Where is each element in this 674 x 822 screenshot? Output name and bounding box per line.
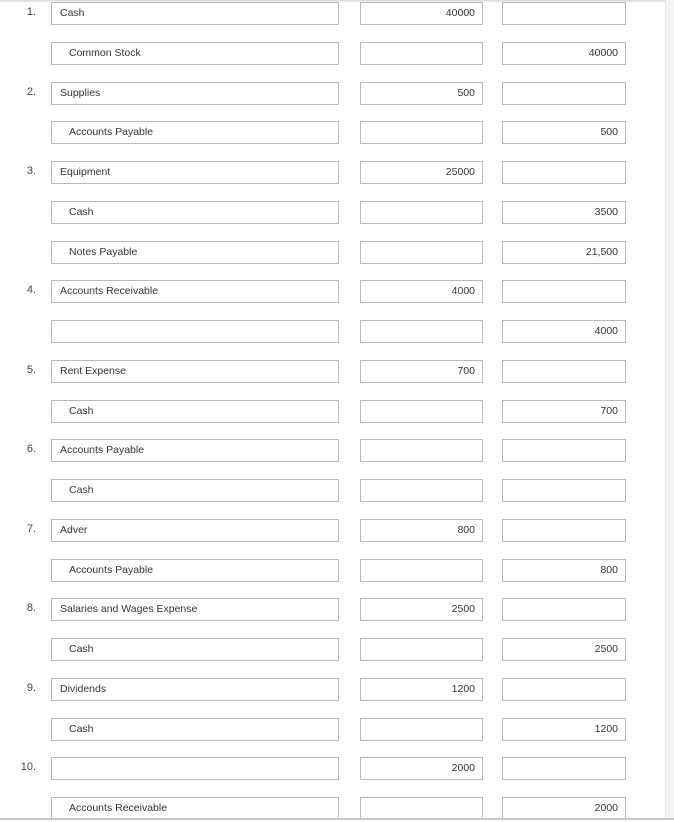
account-title-input[interactable]: Accounts Receivable xyxy=(51,797,339,820)
entry-number: 5. xyxy=(26,364,36,376)
journal-line xyxy=(0,121,666,146)
account-title-input[interactable]: Cash xyxy=(51,400,339,423)
debit-amount-input[interactable]: 700 xyxy=(360,360,483,383)
credit-amount-input[interactable] xyxy=(502,161,626,184)
debit-amount-input[interactable]: 40000 xyxy=(360,2,483,25)
credit-amount-input[interactable]: 4000 xyxy=(502,320,626,343)
entry-number: 9. xyxy=(26,682,36,694)
journal-line xyxy=(0,201,666,226)
journal-line xyxy=(0,360,666,385)
debit-amount-input[interactable] xyxy=(360,479,483,502)
account-title-input[interactable]: Rent Expense xyxy=(51,360,339,383)
journal-line xyxy=(0,718,666,743)
entry-number: 7. xyxy=(26,523,36,535)
journal-line xyxy=(0,439,666,464)
debit-amount-input[interactable]: 2500 xyxy=(360,598,483,621)
credit-amount-input[interactable] xyxy=(502,678,626,701)
account-title-input[interactable]: Accounts Payable xyxy=(51,439,339,462)
journal-line xyxy=(0,638,666,663)
journal-line xyxy=(0,757,666,782)
debit-amount-input[interactable] xyxy=(360,121,483,144)
entry-number: 8. xyxy=(26,602,36,614)
account-title-input[interactable]: Cash xyxy=(51,201,339,224)
journal-line xyxy=(0,519,666,544)
account-title-input[interactable]: Dividends xyxy=(51,678,339,701)
journal-line xyxy=(0,479,666,504)
account-title-input[interactable]: Cash xyxy=(51,718,339,741)
credit-amount-input[interactable] xyxy=(502,479,626,502)
account-title-input[interactable] xyxy=(51,757,339,780)
credit-amount-input[interactable] xyxy=(502,82,626,105)
account-title-input[interactable]: Cash xyxy=(51,2,339,25)
debit-amount-input[interactable] xyxy=(360,320,483,343)
debit-amount-input[interactable] xyxy=(360,638,483,661)
journal-line xyxy=(0,42,666,67)
journal-line xyxy=(0,559,666,584)
debit-amount-input[interactable]: 800 xyxy=(360,519,483,542)
journal-line xyxy=(0,2,666,27)
credit-amount-input[interactable] xyxy=(502,598,626,621)
credit-amount-input[interactable]: 500 xyxy=(502,121,626,144)
credit-amount-input[interactable]: 2000 xyxy=(502,797,626,820)
credit-amount-input[interactable] xyxy=(502,439,626,462)
account-title-input[interactable]: Cash xyxy=(51,638,339,661)
journal-line xyxy=(0,241,666,266)
debit-amount-input[interactable]: 2000 xyxy=(360,757,483,780)
debit-amount-input[interactable] xyxy=(360,718,483,741)
credit-amount-input[interactable]: 1200 xyxy=(502,718,626,741)
account-title-input[interactable]: Cash xyxy=(51,479,339,502)
debit-amount-input[interactable] xyxy=(360,400,483,423)
credit-amount-input[interactable]: 40000 xyxy=(502,42,626,65)
account-title-input[interactable]: Equipment xyxy=(51,161,339,184)
journal-line xyxy=(0,400,666,425)
account-title-input[interactable]: Accounts Payable xyxy=(51,121,339,144)
account-title-input[interactable]: Accounts Payable xyxy=(51,559,339,582)
account-title-input[interactable]: Accounts Receivable xyxy=(51,280,339,303)
debit-amount-input[interactable] xyxy=(360,797,483,820)
entry-number: 2. xyxy=(26,86,36,98)
account-title-input[interactable]: Supplies xyxy=(51,82,339,105)
entry-number: 10. xyxy=(20,761,36,773)
debit-amount-input[interactable]: 25000 xyxy=(360,161,483,184)
journal-line xyxy=(0,598,666,623)
debit-amount-input[interactable] xyxy=(360,241,483,264)
account-title-input[interactable] xyxy=(51,320,339,343)
debit-amount-input[interactable] xyxy=(360,439,483,462)
credit-amount-input[interactable]: 21,500 xyxy=(502,241,626,264)
journal-line xyxy=(0,320,666,345)
entry-number: 3. xyxy=(26,165,36,177)
account-title-input[interactable]: Notes Payable xyxy=(51,241,339,264)
entry-number: 4. xyxy=(26,284,36,296)
debit-amount-input[interactable]: 4000 xyxy=(360,280,483,303)
debit-amount-input[interactable] xyxy=(360,559,483,582)
debit-amount-input[interactable] xyxy=(360,42,483,65)
debit-amount-input[interactable]: 1200 xyxy=(360,678,483,701)
journal-line xyxy=(0,678,666,703)
credit-amount-input[interactable]: 700 xyxy=(502,400,626,423)
debit-amount-input[interactable] xyxy=(360,201,483,224)
journal-line xyxy=(0,82,666,107)
debit-amount-input[interactable]: 500 xyxy=(360,82,483,105)
credit-amount-input[interactable] xyxy=(502,360,626,383)
journal-line xyxy=(0,161,666,186)
account-title-input[interactable]: Adver xyxy=(51,519,339,542)
entry-number: 6. xyxy=(26,443,36,455)
account-title-input[interactable]: Common Stock xyxy=(51,42,339,65)
credit-amount-input[interactable]: 2500 xyxy=(502,638,626,661)
credit-amount-input[interactable]: 800 xyxy=(502,559,626,582)
journal-line xyxy=(0,280,666,305)
credit-amount-input[interactable] xyxy=(502,2,626,25)
credit-amount-input[interactable] xyxy=(502,757,626,780)
credit-amount-input[interactable]: 3500 xyxy=(502,201,626,224)
entry-number: 1. xyxy=(26,6,36,18)
account-title-input[interactable]: Salaries and Wages Expense xyxy=(51,598,339,621)
credit-amount-input[interactable] xyxy=(502,280,626,303)
credit-amount-input[interactable] xyxy=(502,519,626,542)
scrollbar-track[interactable] xyxy=(665,0,674,820)
